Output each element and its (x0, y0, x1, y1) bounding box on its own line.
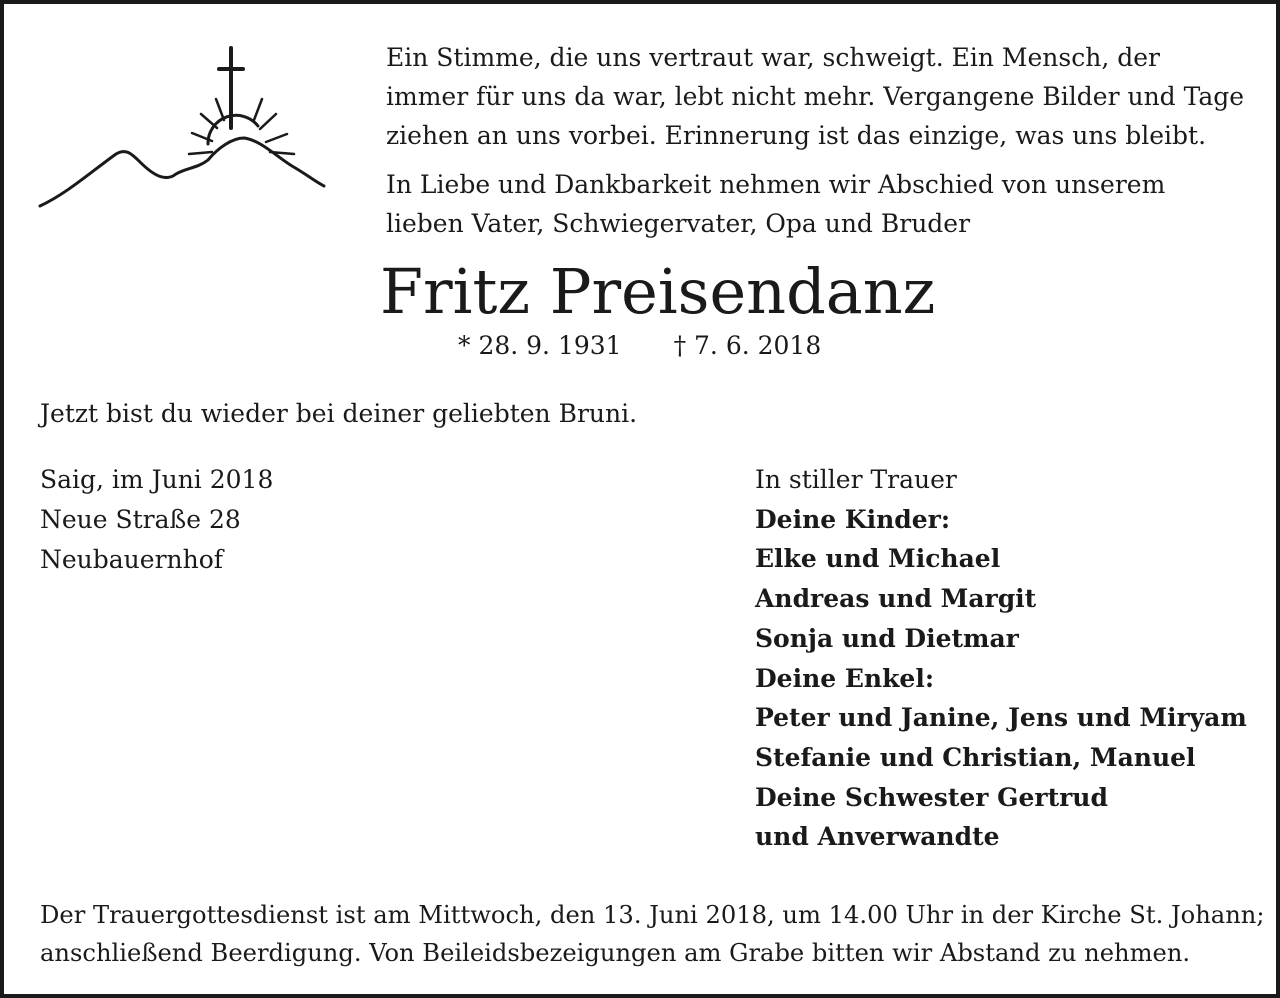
mourner-line: Stefanie und Christian, Manuel (755, 742, 1196, 772)
mourners-heading: In stiller Trauer (755, 465, 957, 494)
place-and-address (40, 460, 273, 580)
mourner-line: Sonja und Dietmar (755, 623, 1019, 653)
intro-announcement: In Liebe und Dankbarkeit nehmen wir Abschied von unserem lieben Vater, Schwiegervater, Opa und Bruder (386, 170, 1166, 238)
deceased-name: Fritz Preisendanz (380, 255, 936, 328)
service-line: anschließend Beerdigung. Von Beileidsbezeigungen am Grabe bitten wir Abstand zu nehmen. (40, 939, 1191, 967)
mourners-list (755, 460, 1247, 857)
intro-poem: Ein Stimme, die uns vertraut war, schweigt. Ein Mensch, der immer für uns da war, lebt nicht mehr. Vergangene Bilder und Tage ziehen an uns vorbei. Erinnerung ist das einzige, was uns bleibt. (386, 43, 1245, 150)
locality: Neubauernhof (40, 545, 224, 574)
mourner-line: Peter und Janine, Jens und Miryam (755, 703, 1247, 733)
farewell-line: Jetzt bist du wieder bei deiner geliebten Bruni. (40, 399, 638, 428)
life-dates (458, 328, 821, 364)
mourner-line: Deine Schwester Gertrud (755, 782, 1108, 812)
intro-text (386, 38, 1246, 243)
funeral-service-info (40, 896, 1265, 972)
birth-date: * 28. 9. 1931 (458, 331, 622, 360)
death-date: † 7. 6. 2018 (673, 331, 822, 360)
mourner-line: Deine Enkel: (755, 663, 935, 693)
mourner-line: und Anverwandte (755, 822, 1000, 852)
mourner-line: Deine Kinder: (755, 504, 951, 534)
mourner-line: Andreas und Margit (755, 584, 1037, 614)
place-date: Saig, im Juni 2018 (40, 465, 274, 494)
cross-sunrise-mountains-icon (36, 44, 328, 212)
mourner-line: Elke und Michael (755, 544, 1001, 574)
service-line: Der Trauergottesdienst ist am Mittwoch, den 13. Juni 2018, um 14.00 Uhr in der Kirche St. Johann; (40, 901, 1265, 929)
street-address: Neue Straße 28 (40, 505, 241, 534)
